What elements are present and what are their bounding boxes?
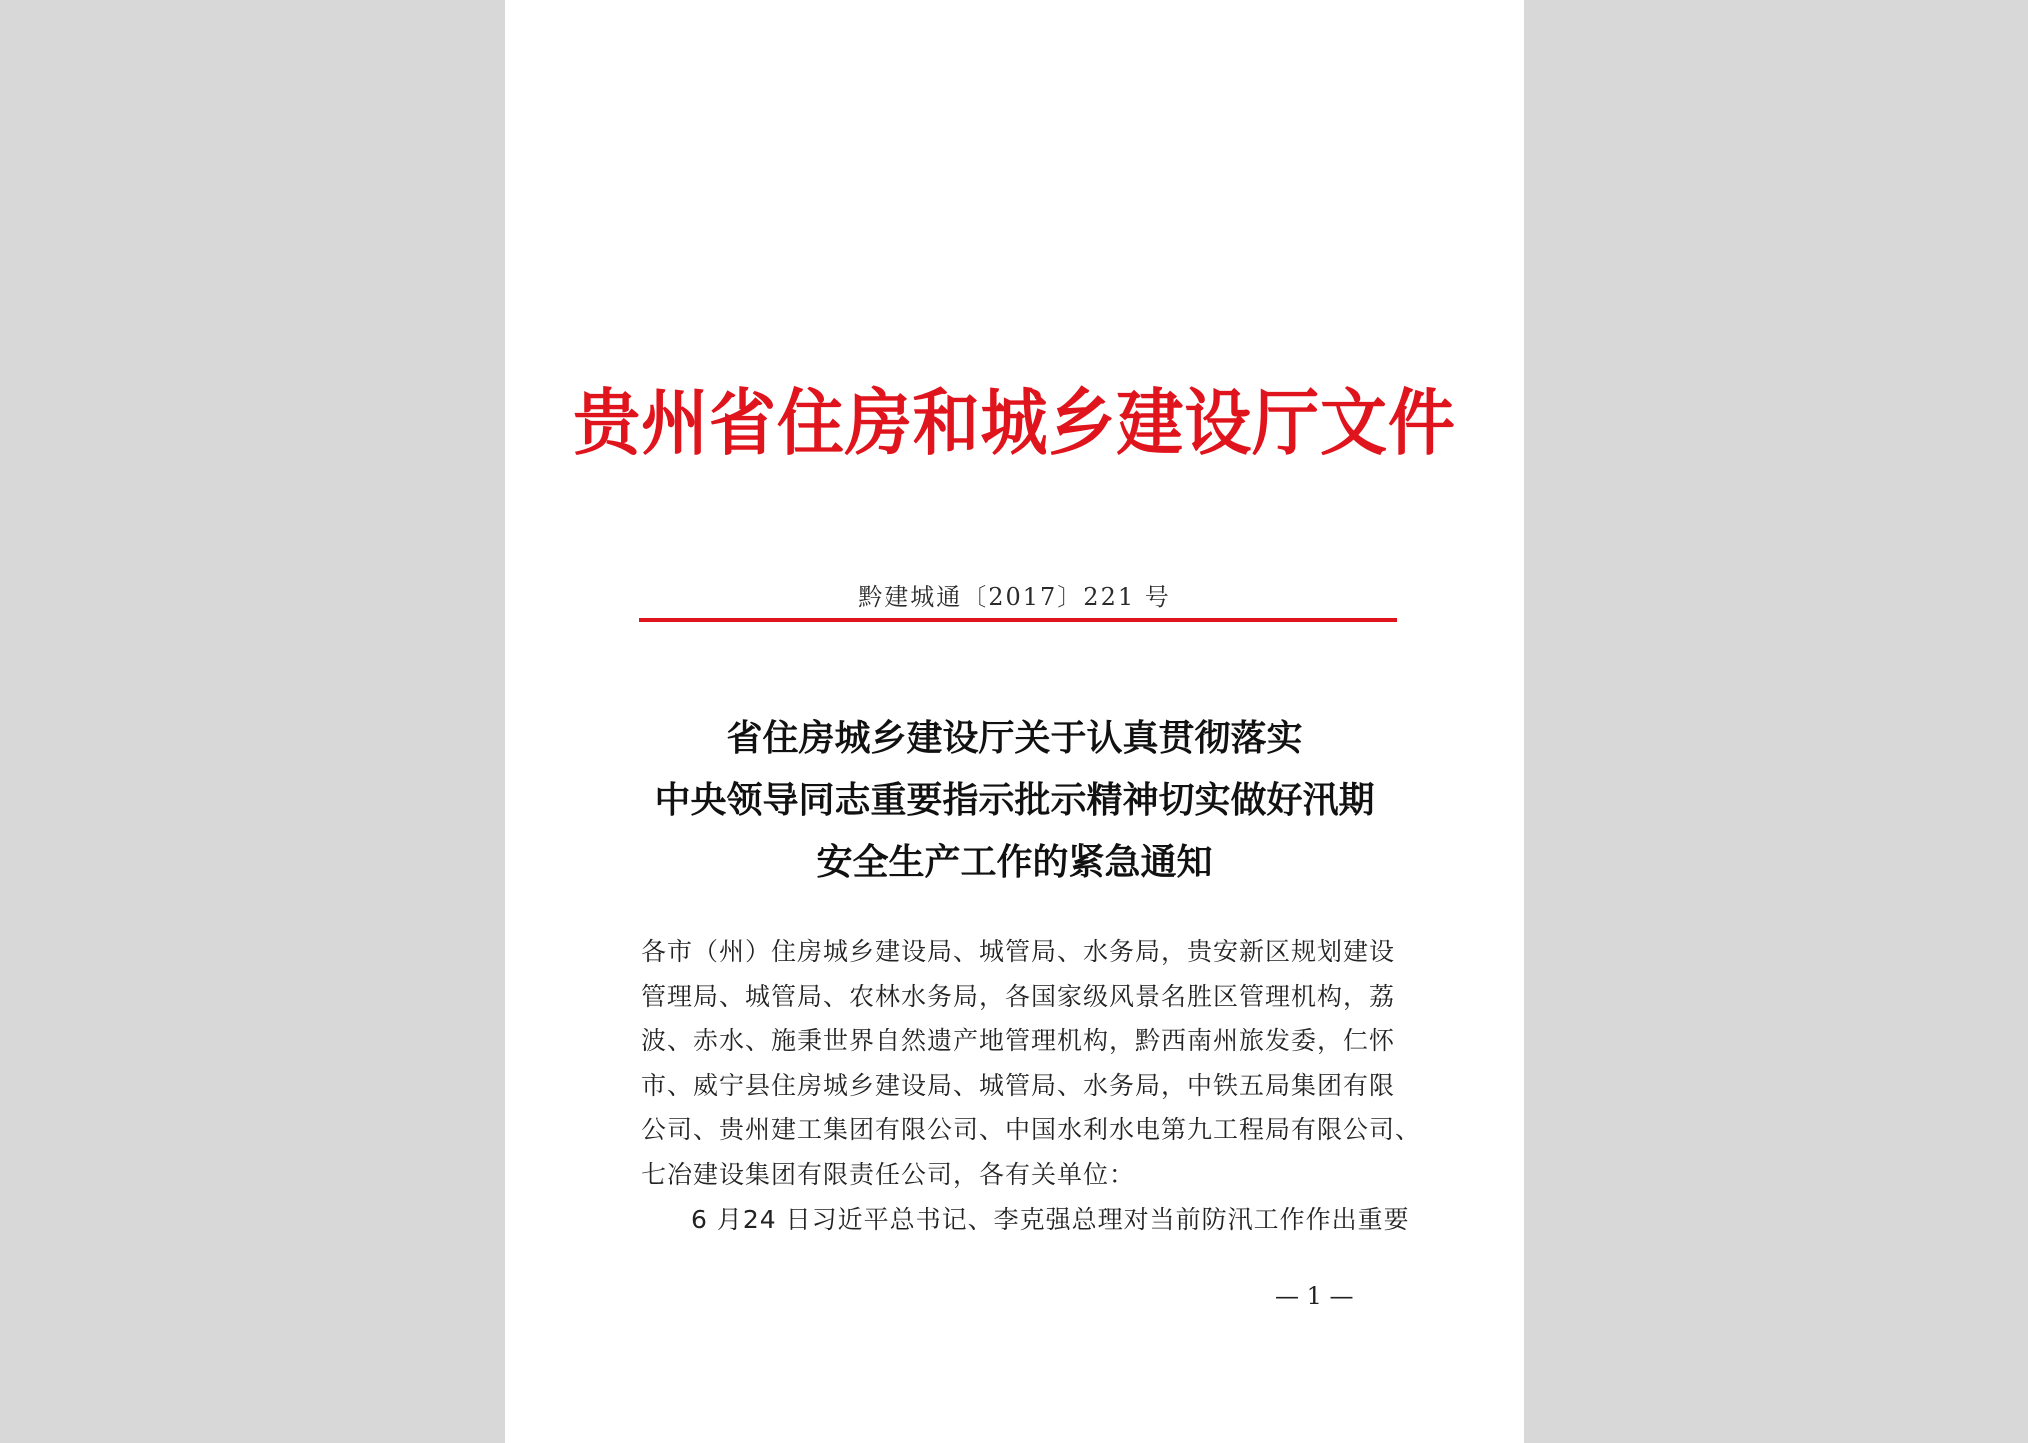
recipient-line: 各市（州）住房城乡建设局、城管局、水务局，贵安新区规划建设	[641, 937, 1396, 966]
red-separator-line	[639, 618, 1397, 622]
recipient-line: 七冶建设集团有限责任公司，各有关单位：	[641, 1159, 1136, 1189]
title-line: 中央领导同志重要指示批示精神切实做好汛期	[654, 779, 1375, 821]
recipient-line: 市、威宁县住房城乡建设局、城管局、水务局，中铁五局集团有限	[641, 1070, 1396, 1100]
page-number: — 1 —	[1275, 1282, 1354, 1310]
title-line: 省住房城乡建设厅关于认真贯彻落实	[726, 717, 1303, 759]
recipient-line: 管理局、城管局、农林水务局，各国家级风景名胜区管理机构，荔	[641, 981, 1396, 1011]
document-body	[641, 930, 1422, 1242]
document-number: 黔建城通〔2017〕221 号	[858, 583, 1171, 611]
document-title	[505, 707, 1524, 893]
recipient-line: 公司、贵州建工集团有限公司、中国水利水电第九工程局有限公司、	[641, 1115, 1422, 1145]
document-page	[505, 0, 1524, 1443]
recipient-line: 波、赤水、施秉世界自然遗产地管理机构，黔西南州旅发委，仁怀	[641, 1026, 1396, 1056]
paragraph-line: 6 月24 日习近平总书记、李克强总理对当前防汛工作作出重要	[691, 1204, 1410, 1234]
issuing-authority-header: 贵州省住房和城乡建设厅文件	[573, 380, 1456, 465]
title-line: 安全生产工作的紧急通知	[816, 841, 1213, 883]
